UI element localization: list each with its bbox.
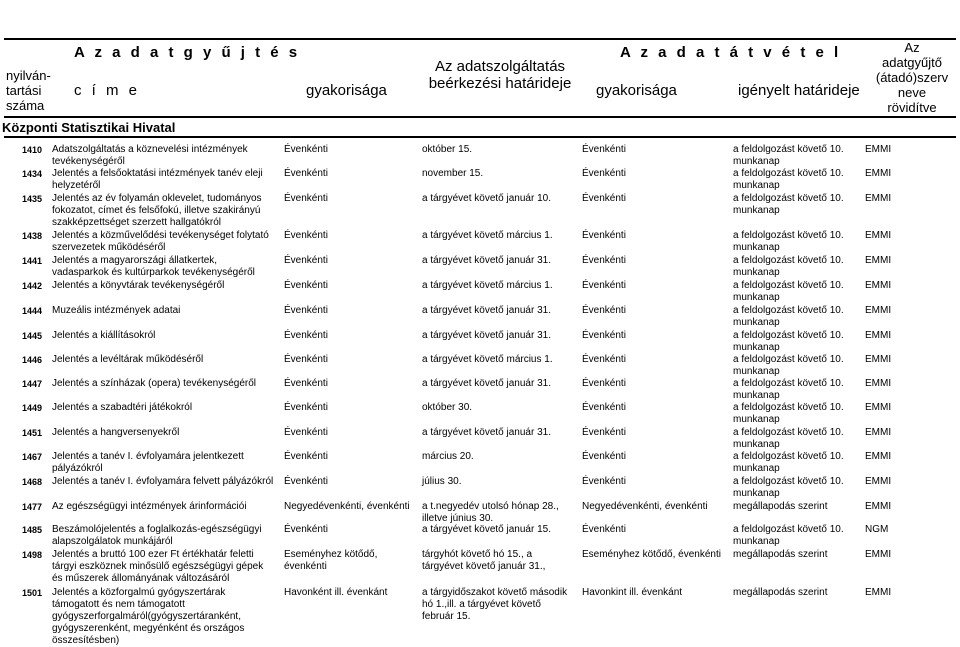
row-deadline: a tárgyévet követő március 1. [422, 354, 553, 365]
row-frequency: Évenkénti [284, 524, 328, 535]
row-title: Jelentés a könyvtárak tevékenységéről [52, 280, 225, 291]
row-title: Jelentés a kiállításokról [52, 330, 156, 341]
row-transfer-frequency: Évenkénti [582, 476, 626, 487]
row-title: Jelentés az év folyamán oklevelet, tudományos fokozatot, címet és felsőfokú, illetve szakirányú szakképzettséget szerzett hallgatókról [52, 193, 262, 228]
row-frequency: Évenkénti [284, 476, 328, 487]
group-header-collection: A z a d a t g y ű j t é s [74, 44, 301, 61]
column-header-transfer-frequency: gyakorisága [596, 82, 677, 99]
row-transfer-frequency: Évenkénti [582, 305, 626, 316]
row-transfer-frequency: Évenkénti [582, 144, 626, 155]
row-id: 1467 [22, 452, 43, 462]
row-frequency: Évenkénti [284, 144, 328, 155]
row-transfer-deadline: a feldolgozást követő 10. munkanap [733, 144, 844, 167]
row-transfer-deadline: a feldolgozást követő 10. munkanap [733, 230, 844, 253]
column-header-agency [866, 40, 958, 115]
row-deadline: a tárgyévet követő január 31. [422, 427, 551, 438]
row-transfer-frequency: Évenkénti [582, 451, 626, 462]
row-transfer-deadline: a feldolgozást követő 10. munkanap [733, 427, 844, 450]
row-transfer-frequency: Évenkénti [582, 230, 626, 241]
row-agency: EMMI [865, 168, 892, 179]
row-agency: EMMI [865, 144, 892, 155]
row-title: Jelentés a tanév I. évfolyamára jelentkezett pályázókról [52, 451, 244, 474]
row-deadline: a tárgyévet követő január 31. [422, 305, 551, 316]
row-deadline: a tárgyidőszakot követő második hó 1.,ill. a tárgyévet követő február 15. [422, 587, 568, 622]
row-id: 1485 [22, 525, 43, 535]
row-deadline: július 30. [422, 476, 462, 487]
row-title: Jelentés a felsőoktatási intézmények tanév eleji helyzetéről [52, 168, 263, 191]
group-header-transfer: A z a d a t á t v é t e l [620, 44, 842, 61]
row-title: Muzeális intézmények adatai [52, 305, 181, 316]
row-id: 1498 [22, 550, 43, 560]
row-title: Jelentés a tanév I. évfolyamára felvett pályázókról [52, 476, 274, 487]
row-frequency: Évenkénti [284, 255, 328, 266]
row-deadline: a tárgyévet követő január 31. [422, 378, 551, 389]
header-bottom-rule [4, 116, 956, 118]
row-deadline: tárgyhót követő hó 15., a tárgyévet követő január 31., [422, 549, 546, 572]
row-agency: EMMI [865, 451, 892, 462]
row-agency: EMMI [865, 305, 892, 316]
row-title: Jelentés a közművelődési tevékenységet folytató szervezetek működéséről [52, 230, 269, 253]
row-id: 1501 [22, 588, 43, 598]
row-id: 1447 [22, 379, 43, 389]
row-agency: EMMI [865, 476, 892, 487]
row-transfer-deadline: a feldolgozást követő 10. munkanap [733, 402, 844, 425]
row-deadline: a tárgyévet követő január 31. [422, 255, 551, 266]
row-title: Jelentés a közforgalmú gyógyszertárak támogatott és nem támogatott gyógyszerforgalmáról(gyógyszertáranként, gyógyszerenként, megyénként és országos összesítésben) [52, 587, 245, 646]
row-frequency: Évenkénti [284, 193, 328, 204]
row-frequency: Évenkénti [284, 451, 328, 462]
row-agency: EMMI [865, 402, 892, 413]
agency-header-line: rövidítve [887, 100, 937, 115]
row-id: 1445 [22, 331, 43, 341]
row-frequency: Évenkénti [284, 280, 328, 291]
row-transfer-deadline: a feldolgozást követő 10. munkanap [733, 193, 844, 216]
row-transfer-frequency: Évenkénti [582, 330, 626, 341]
agency-header-line: adatgyűjtő [882, 55, 942, 70]
row-frequency: Évenkénti [284, 427, 328, 438]
deadline-header-line: Az adatszolgáltatás [434, 58, 566, 75]
row-transfer-deadline: megállapodás szerint [733, 501, 828, 512]
row-transfer-deadline: a feldolgozást követő 10. munkanap [733, 168, 844, 191]
row-frequency: Évenkénti [284, 354, 328, 365]
row-id: 1410 [22, 145, 43, 155]
row-title: Beszámolójelentés a foglalkozás-egészségügyi alapszolgálatok munkájáról [52, 524, 262, 547]
row-deadline: október 30. [422, 402, 473, 413]
organization-title: Központi Statisztikai Hivatal [2, 120, 176, 135]
row-agency: EMMI [865, 330, 892, 341]
row-id: 1438 [22, 231, 43, 241]
row-frequency: Évenkénti [284, 378, 328, 389]
row-transfer-frequency: Eseményhez kötődő, évenkénti [582, 549, 721, 560]
row-agency: EMMI [865, 549, 892, 560]
row-title: Az egészségügyi intézmények árinformációi [52, 501, 247, 512]
row-deadline: október 15. [422, 144, 473, 155]
column-header-title: c í m e [74, 82, 141, 99]
row-agency: EMMI [865, 255, 892, 266]
row-id: 1446 [22, 355, 43, 365]
row-transfer-frequency: Évenkénti [582, 280, 626, 291]
row-id: 1468 [22, 477, 43, 487]
row-frequency: Évenkénti [284, 330, 328, 341]
row-frequency: Évenkénti [284, 230, 328, 241]
row-title: Adatszolgáltatás a köznevelési intézmények tevékenységéről [52, 144, 248, 167]
row-deadline: november 15. [422, 168, 484, 179]
row-id: 1435 [22, 194, 43, 204]
row-title: Jelentés a szabadtéri játékokról [52, 402, 193, 413]
row-transfer-frequency: Évenkénti [582, 255, 626, 266]
row-transfer-frequency: Évenkénti [582, 193, 626, 204]
row-title: Jelentés a levéltárak működéséről [52, 354, 204, 365]
row-agency: EMMI [865, 378, 892, 389]
row-frequency: Évenkénti [284, 168, 328, 179]
row-title: Jelentés a bruttó 100 ezer Ft értékhatár feletti tárgyi eszköznek minősülő egészségügyi gépek és műszerek állományának változásáról [52, 549, 264, 584]
header-top-rule [4, 38, 956, 40]
id-header-line: tartási [6, 83, 42, 98]
row-transfer-frequency: Évenkénti [582, 378, 626, 389]
column-header-id [6, 68, 56, 113]
row-transfer-frequency: Negyedévenkénti, évenkénti [582, 501, 708, 512]
row-id: 1451 [22, 428, 43, 438]
row-transfer-deadline: a feldolgozást követő 10. munkanap [733, 305, 844, 328]
row-transfer-deadline: a feldolgozást követő 10. munkanap [733, 524, 844, 547]
row-transfer-deadline: a feldolgozást követő 10. munkanap [733, 378, 844, 401]
row-frequency: Évenkénti [284, 305, 328, 316]
row-agency: EMMI [865, 587, 892, 598]
row-transfer-frequency: Évenkénti [582, 354, 626, 365]
row-agency: EMMI [865, 193, 892, 204]
row-agency: EMMI [865, 501, 892, 512]
row-agency: EMMI [865, 280, 892, 291]
row-frequency: Negyedévenkénti, évenkénti [284, 501, 410, 512]
row-deadline: a tárgyévet követő március 1. [422, 280, 553, 291]
column-header-deadline [420, 58, 580, 92]
row-agency: NGM [865, 524, 889, 535]
row-agency: EMMI [865, 230, 892, 241]
row-transfer-deadline: a feldolgozást követő 10. munkanap [733, 476, 844, 499]
row-id: 1449 [22, 403, 43, 413]
row-transfer-deadline: megállapodás szerint [733, 549, 828, 560]
agency-header-line: neve [897, 85, 927, 100]
column-header-frequency: gyakorisága [306, 82, 387, 99]
row-deadline: a tárgyévet követő január 31. [422, 330, 551, 341]
row-transfer-frequency: Évenkénti [582, 402, 626, 413]
row-transfer-frequency: Évenkénti [582, 427, 626, 438]
row-deadline: a tárgyévet követő január 10. [422, 193, 551, 204]
row-transfer-deadline: a feldolgozást követő 10. munkanap [733, 280, 844, 303]
agency-header-line: (átadó)szerv [875, 70, 949, 85]
row-transfer-frequency: Évenkénti [582, 524, 626, 535]
section-rule [4, 136, 956, 138]
row-id: 1442 [22, 281, 43, 291]
row-deadline: a tárgyévet követő március 1. [422, 230, 553, 241]
row-deadline: március 20. [422, 451, 474, 462]
id-header-line: nyilván- [6, 68, 51, 83]
row-deadline: a t.negyedév utolsó hónap 28., illetve június 30. [422, 501, 559, 524]
row-id: 1441 [22, 256, 43, 266]
row-deadline: a tárgyévet követő január 15. [422, 524, 551, 535]
row-transfer-frequency: Havonkint ill. évenkánt [582, 587, 683, 598]
row-transfer-frequency: Évenkénti [582, 168, 626, 179]
row-title: Jelentés a hangversenyekről [52, 427, 180, 438]
row-transfer-deadline: a feldolgozást követő 10. munkanap [733, 255, 844, 278]
row-title: Jelentés a magyarországi állatkertek, vadasparkok és kultúrparkok tevékenységéről [52, 255, 255, 278]
row-frequency: Havonként ill. évenkánt [284, 587, 388, 598]
row-transfer-deadline: a feldolgozást követő 10. munkanap [733, 330, 844, 353]
id-header-line: száma [6, 98, 45, 113]
row-transfer-deadline: megállapodás szerint [733, 587, 828, 598]
row-transfer-deadline: a feldolgozást követő 10. munkanap [733, 354, 844, 377]
row-frequency: Évenkénti [284, 402, 328, 413]
row-title: Jelentés a színházak (opera) tevékenységéről [52, 378, 257, 389]
deadline-header-line: beérkezési határideje [428, 75, 572, 92]
agency-header-line: Az [904, 40, 920, 55]
row-id: 1444 [22, 306, 43, 316]
row-transfer-deadline: a feldolgozást követő 10. munkanap [733, 451, 844, 474]
row-agency: EMMI [865, 427, 892, 438]
row-frequency: Eseményhez kötődő, évenkénti [284, 549, 378, 572]
column-header-transfer-deadline: igényelt határideje [738, 82, 860, 99]
row-id: 1477 [22, 502, 43, 512]
row-agency: EMMI [865, 354, 892, 365]
row-id: 1434 [22, 169, 43, 179]
